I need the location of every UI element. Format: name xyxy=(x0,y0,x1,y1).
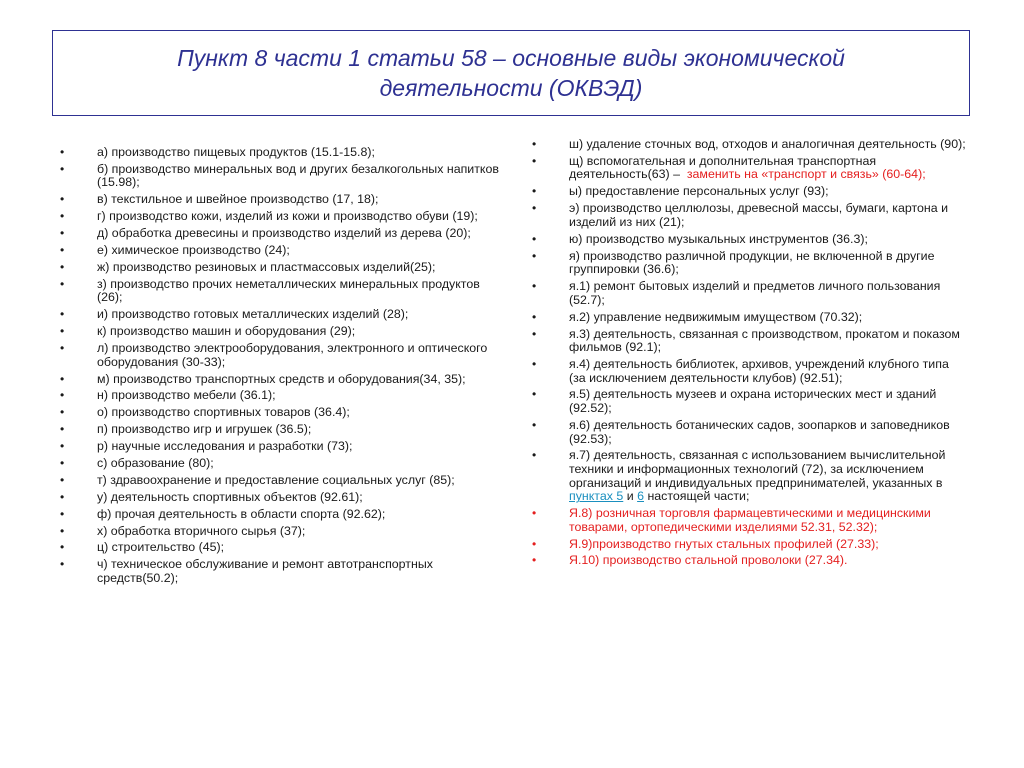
list-item: • т) здравоохранение и предоставление социальных услуг (85); xyxy=(60,472,455,487)
list-item: • к) производство машин и оборудования (29); xyxy=(60,324,356,339)
bullet-icon: • xyxy=(532,387,537,402)
bullet-icon: • xyxy=(60,371,65,386)
bullet-icon: • xyxy=(532,279,537,294)
list-item: • Я.8) розничная торговля фармацевтическими и медицинскими товарами, ортопедическими изделиями 52.31, 52.32); xyxy=(532,506,931,534)
bullet-icon: • xyxy=(532,137,537,151)
title-box xyxy=(52,30,970,116)
bullet-icon: • xyxy=(60,489,65,504)
list-item: • н) производство мебели (36.1); xyxy=(60,388,276,403)
link-punkt-6[interactable]: 6 xyxy=(637,489,644,504)
list-item: • ы) предоставление персональных услуг (93); xyxy=(532,184,829,199)
list-item: • р) научные исследования и разработки (73); xyxy=(60,439,353,454)
bullet-icon: • xyxy=(60,456,65,471)
list-item: • б) производство минеральных вод и других безалкогольных напитков (15.98); xyxy=(60,161,499,190)
bullet-icon: • xyxy=(60,243,65,258)
bullet-icon: • xyxy=(60,422,65,437)
bullet-icon: • xyxy=(532,417,537,432)
list-item: • ц) строительство (45); xyxy=(60,540,225,555)
bullet-icon: • xyxy=(60,523,65,538)
bullet-icon: • xyxy=(60,506,65,521)
left-list xyxy=(60,146,500,589)
list-item: • ф) прочая деятельность в области спорта (92.62); xyxy=(60,506,386,521)
list-item: • л) производство электрооборудования, электронного и оптического оборудования (30-33); xyxy=(60,341,488,369)
list-item: • э) производство целлюлозы, древесной массы, бумаги, картона и изделий из них (21); xyxy=(532,201,949,229)
bullet-icon: • xyxy=(60,557,65,572)
list-item: • я.6) деятельность ботанических садов, зоопарков и заповедников (92.53); xyxy=(532,417,950,446)
bullet-icon: • xyxy=(532,248,537,263)
list-item: • я.1) ремонт бытовых изделий и предметов личного пользования (52.7); xyxy=(532,279,941,307)
bullet-icon: • xyxy=(60,145,65,159)
list-item: • в) текстильное и швейное производство (17, 18); xyxy=(60,192,379,207)
list-item: • ш) удаление сточных вод, отходов и аналогичная деятельность (90); xyxy=(532,137,966,151)
bullet-icon: • xyxy=(60,192,65,207)
bullet-icon: • xyxy=(60,276,65,291)
list-item: • а) производство пищевых продуктов (15.1-15.8); xyxy=(60,145,375,159)
list-item: • ю) производство музыкальных инструментов (36.3); xyxy=(532,231,868,246)
bullet-icon: • xyxy=(532,231,537,246)
bullet-icon: • xyxy=(60,259,65,274)
slide-title xyxy=(147,43,875,103)
bullet-icon: • xyxy=(532,153,537,168)
list-item: • ч) техническое обслуживание и ремонт автотранспортных средств(50.2); xyxy=(60,557,433,585)
list-item: • я.5) деятельность музеев и охрана исторических мест и зданий (92.52); xyxy=(532,387,937,416)
list-item: • с) образование (80); xyxy=(60,456,214,471)
list-item: • щ) вспомогательная и дополнительная транспортная деятельность(63) – заменить на «транспорт и связь» (60-64); xyxy=(532,153,926,182)
bullet-icon: • xyxy=(60,540,65,555)
list-item: • п) производство игр и игрушек (36.5); xyxy=(60,422,312,437)
bullet-icon: • xyxy=(60,405,65,420)
list-item: • о) производство спортивных товаров (36.4); xyxy=(60,405,350,420)
bullet-icon: • xyxy=(532,506,537,521)
bullet-icon: • xyxy=(60,307,65,322)
list-item: • д) обработка древесины и производство изделий из дерева (20); xyxy=(60,226,471,241)
bullet-icon: • xyxy=(60,388,65,403)
list-item: • я.7) деятельность, связанная с использованием вычислительной техники и информационных технологий (72), за исключением организаций и индивидуальных предпринимателей, указанных в пунктах 5 и 6 настоящей части; xyxy=(532,448,946,504)
link-punkt-5[interactable]: пунктах 5 xyxy=(569,489,624,504)
right-list xyxy=(532,138,968,571)
list-item: • и) производство готовых металлических изделий (28); xyxy=(60,307,409,322)
list-item: • ж) производство резиновых и пластмассовых изделий(25); xyxy=(60,259,436,274)
list-item: • я) производство различной продукции, не включенной в другие группировки (36.6); xyxy=(532,248,935,277)
bullet-icon: • xyxy=(60,226,65,241)
bullet-icon: • xyxy=(532,309,537,324)
bullet-icon: • xyxy=(60,324,65,339)
bullet-icon: • xyxy=(532,448,537,463)
replacement-note: заменить на «транспорт и связь» (60-64); xyxy=(686,167,926,182)
bullet-icon: • xyxy=(532,184,537,199)
bullet-icon: • xyxy=(532,356,537,371)
bullet-icon: • xyxy=(60,472,65,487)
list-item: • у) деятельность спортивных объектов (92.61); xyxy=(60,489,363,504)
bullet-icon: • xyxy=(60,439,65,454)
list-item: • я.4) деятельность библиотек, архивов, учреждений клубного типа (за исключением деятельности клубов) (92.51); xyxy=(532,356,949,385)
list-item: • Я.9)производство гнутых стальных профилей (27.33); xyxy=(532,536,879,551)
list-item: • е) химическое производство (24); xyxy=(60,243,290,258)
title-line-2: деятельности (ОКВЭД) xyxy=(379,75,643,101)
bullet-icon: • xyxy=(532,326,537,341)
list-item: • м) производство транспортных средств и оборудования(34, 35); xyxy=(60,371,466,386)
bullet-icon: • xyxy=(60,341,65,356)
list-item: • я.2) управление недвижимым имуществом (70.32); xyxy=(532,309,863,324)
list-item: • я.3) деятельность, связанная с производством, прокатом и показом фильмов (92.1); xyxy=(532,326,960,355)
list-item: • г) производство кожи, изделий из кожи и производство обуви (19); xyxy=(60,209,478,224)
list-item: • Я.10) производство стальной проволоки (27.34). xyxy=(532,553,848,568)
bullet-icon: • xyxy=(532,536,537,551)
list-item: • х) обработка вторичного сырья (37); xyxy=(60,523,306,538)
bullet-icon: • xyxy=(60,161,65,176)
title-line-1: Пункт 8 части 1 статьи 58 – основные виды экономической xyxy=(177,45,845,71)
bullet-icon: • xyxy=(532,553,537,568)
list-item: • з) производство прочих неметаллических минеральных продуктов (26); xyxy=(60,276,480,305)
bullet-icon: • xyxy=(60,209,65,224)
bullet-icon: • xyxy=(532,201,537,216)
